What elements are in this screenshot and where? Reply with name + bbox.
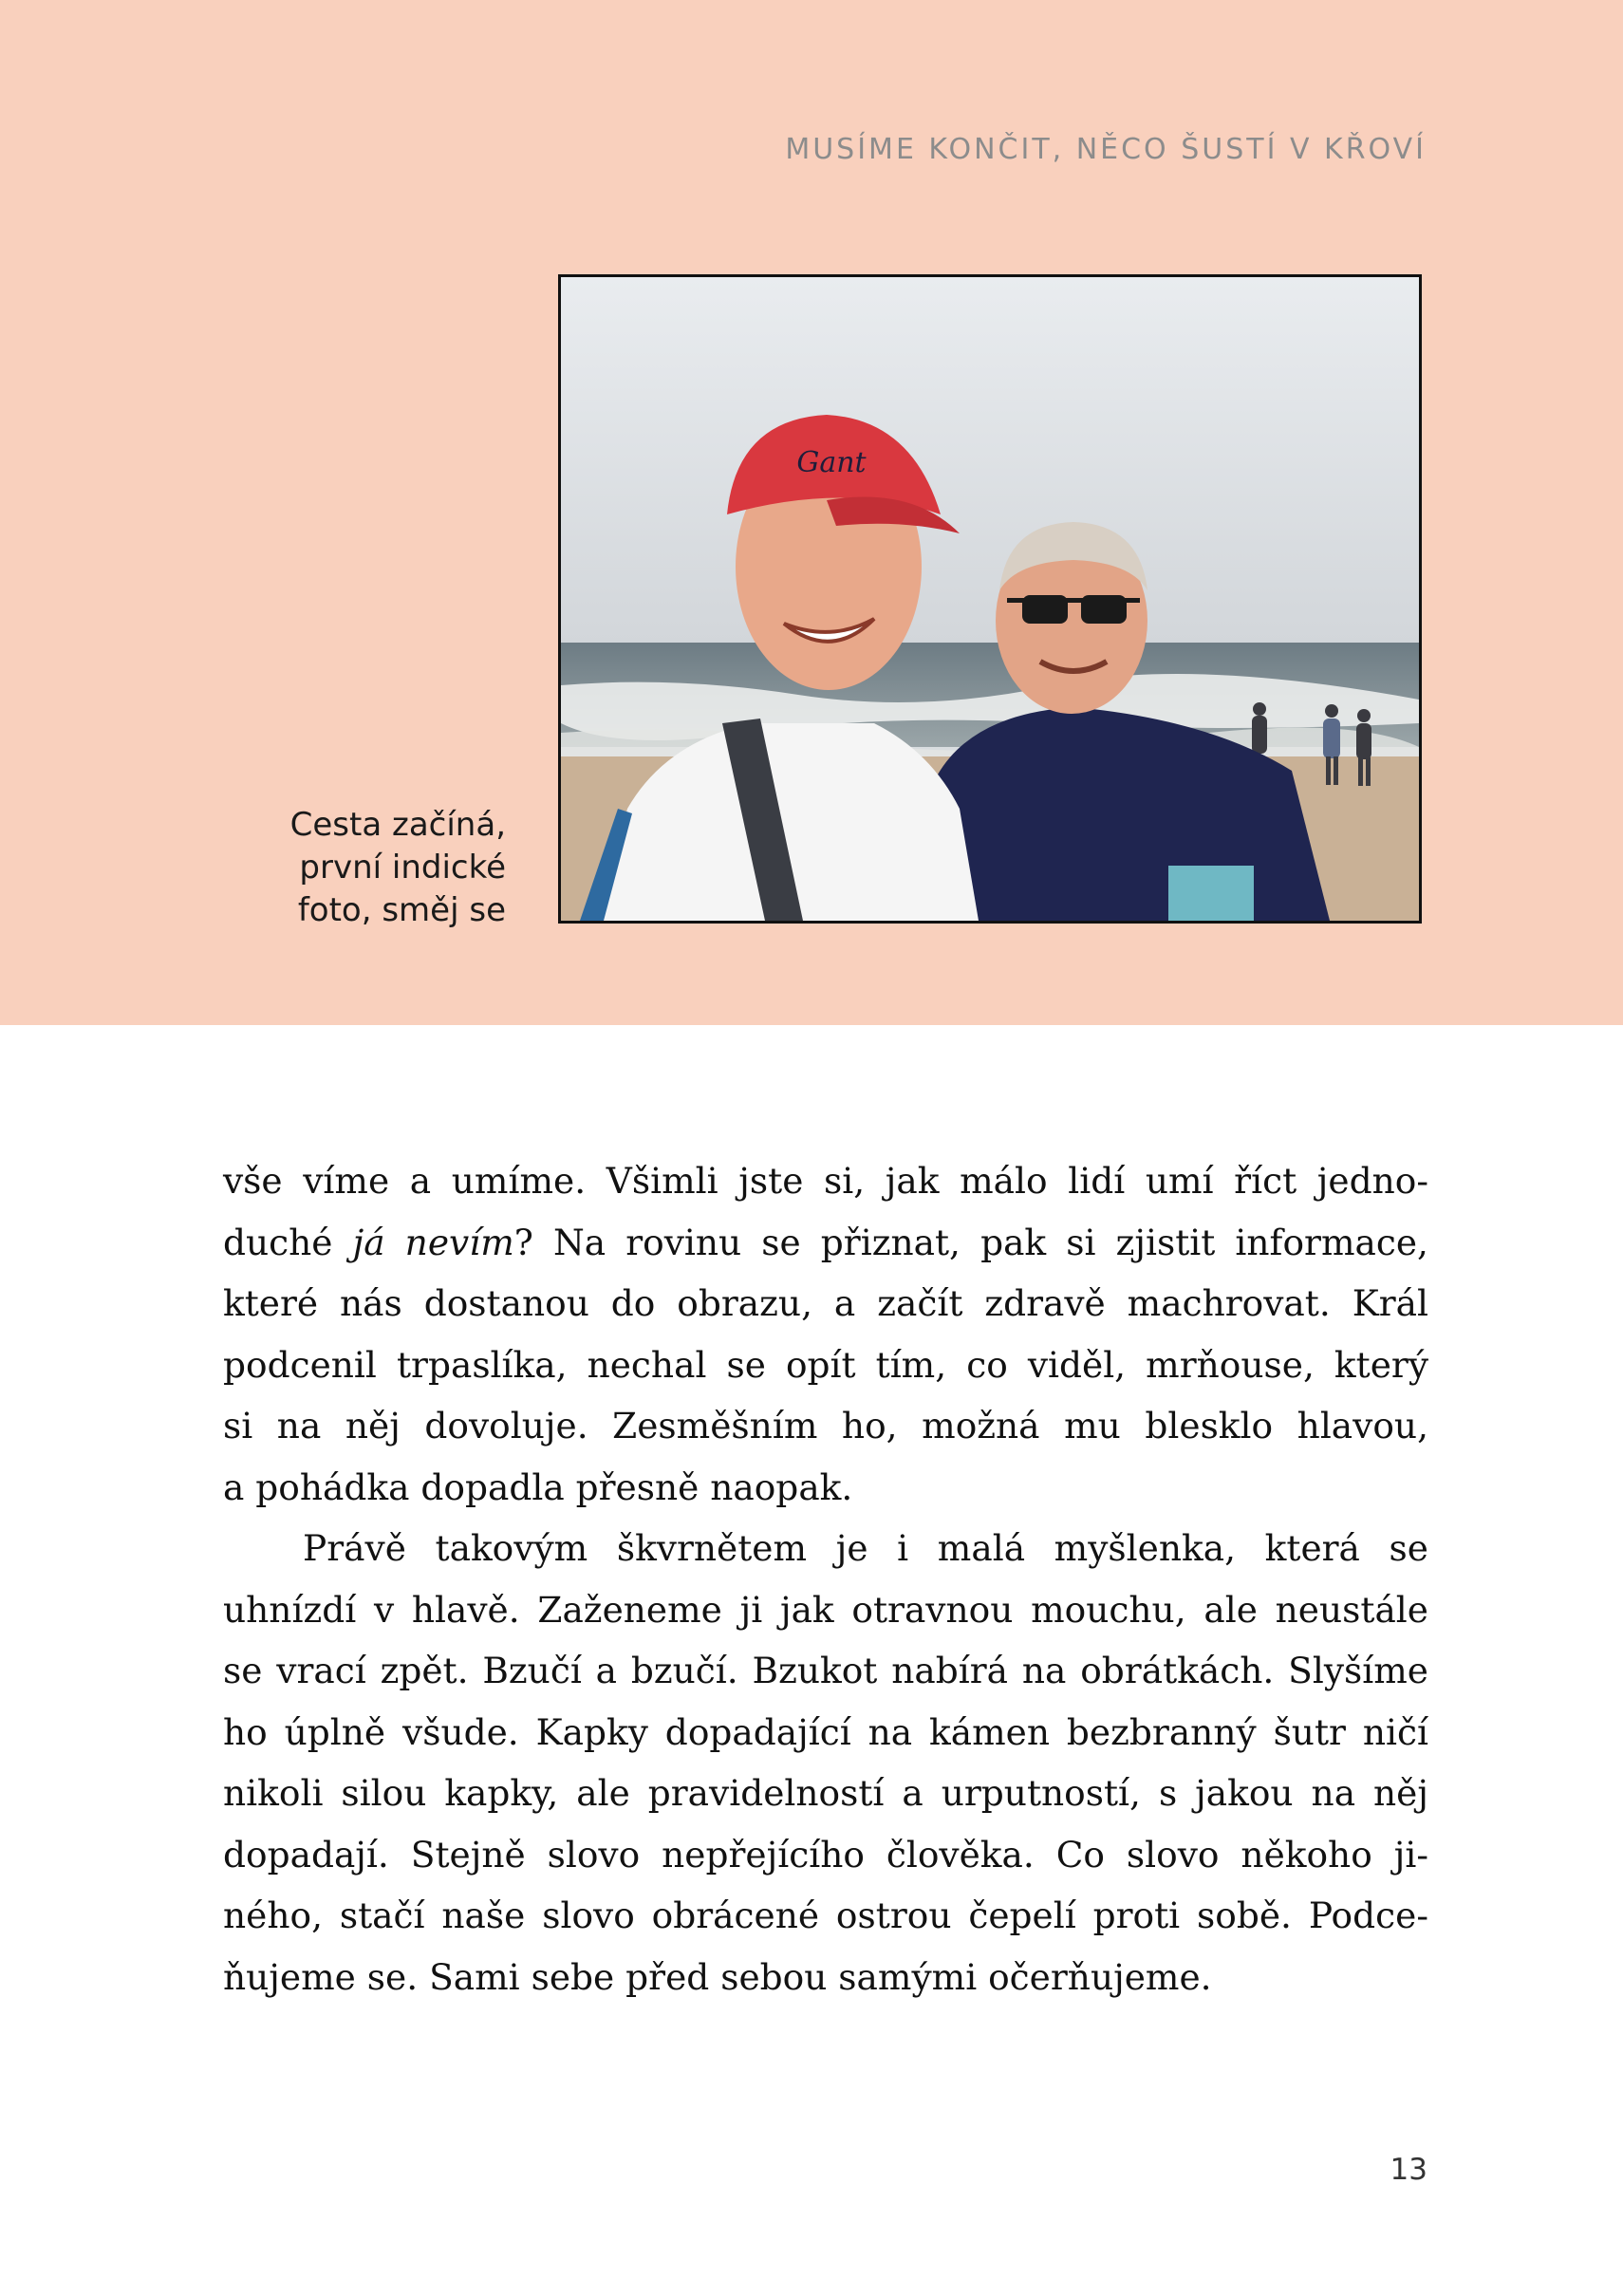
paragraph xyxy=(223,1518,1428,2007)
text-run: ? Na rovinu se přiznat, pak si zjistit informace, xyxy=(513,1221,1428,1263)
text-run: uhnízdí v hlavě. Zaženeme ji jak otravnou mouchu, ale neustále xyxy=(223,1588,1428,1631)
text-run: vše víme a umíme. Všimli jste si, jak málo lidí umí říct jedno- xyxy=(223,1160,1428,1202)
beach-selfie-photo xyxy=(561,277,1419,921)
text-run: duché xyxy=(223,1221,353,1263)
svg-text:Gant: Gant xyxy=(796,446,867,479)
text-line xyxy=(223,1150,1428,1212)
sky xyxy=(561,277,1419,647)
body-text xyxy=(223,1150,1428,2007)
paragraph xyxy=(223,1150,1428,1518)
text-run: a pohádka dopadla přesně naopak. xyxy=(223,1465,853,1508)
text-run: Právě takovým škvrnětem je i malá myšlenka, která se xyxy=(303,1527,1428,1569)
text-line xyxy=(223,1579,1428,1641)
text-run: si na něj dovoluje. Zesměšním ho, možná mu blesklo hlavou, xyxy=(223,1405,1428,1447)
text-line xyxy=(223,1640,1428,1702)
text-line xyxy=(223,1273,1428,1335)
text-line xyxy=(223,1947,1428,2008)
caption-line: foto, směj se xyxy=(297,891,506,929)
photo xyxy=(558,274,1422,924)
text-line xyxy=(223,1702,1428,1764)
text-line xyxy=(223,1518,1428,1579)
photo-caption xyxy=(221,804,506,932)
caption-line: Cesta začíná, xyxy=(289,806,506,844)
text-line xyxy=(223,1763,1428,1824)
text-line xyxy=(223,1824,1428,1886)
page-number: 13 xyxy=(1390,2153,1427,2187)
caption-line: první indické xyxy=(299,849,506,887)
text-run: dopadají. Stejně slovo nepřejícího člověka. Co slovo někoho ji- xyxy=(223,1833,1428,1876)
text-run: ného, stačí naše slovo obrácené ostrou čepelí proti sobě. Podce- xyxy=(223,1895,1428,1936)
text-run: podcenil trpaslíka, nechal se opít tím, co viděl, mrňouse, který xyxy=(223,1343,1428,1386)
text-run: se vrací zpět. Bzučí a bzučí. Bzukot nabírá na obrátkách. Slyšíme xyxy=(223,1650,1428,1691)
text-line xyxy=(223,1212,1428,1274)
text-run: které nás dostanou do obrazu, a začít zdravě machrovat. Král xyxy=(223,1282,1428,1324)
shirt-pocket xyxy=(1168,866,1254,921)
text-run: nikoli silou kapky, ale pravidelností a urputností, s jakou na něj xyxy=(223,1772,1428,1814)
text-line xyxy=(223,1457,1428,1519)
text-line xyxy=(223,1885,1428,1947)
text-line xyxy=(223,1335,1428,1396)
text-line xyxy=(223,1395,1428,1457)
italic-phrase: já nevím xyxy=(352,1221,514,1263)
text-run: ňujeme se. Sami sebe před sebou samými očerňujeme. xyxy=(223,1955,1212,1998)
text-run: ho úplně všude. Kapky dopadající na kámen bezbranný šutr ničí xyxy=(223,1710,1428,1753)
running-header: MUSÍME KONČIT, NĚCO ŠUSTÍ V KŘOVÍ xyxy=(785,133,1427,166)
